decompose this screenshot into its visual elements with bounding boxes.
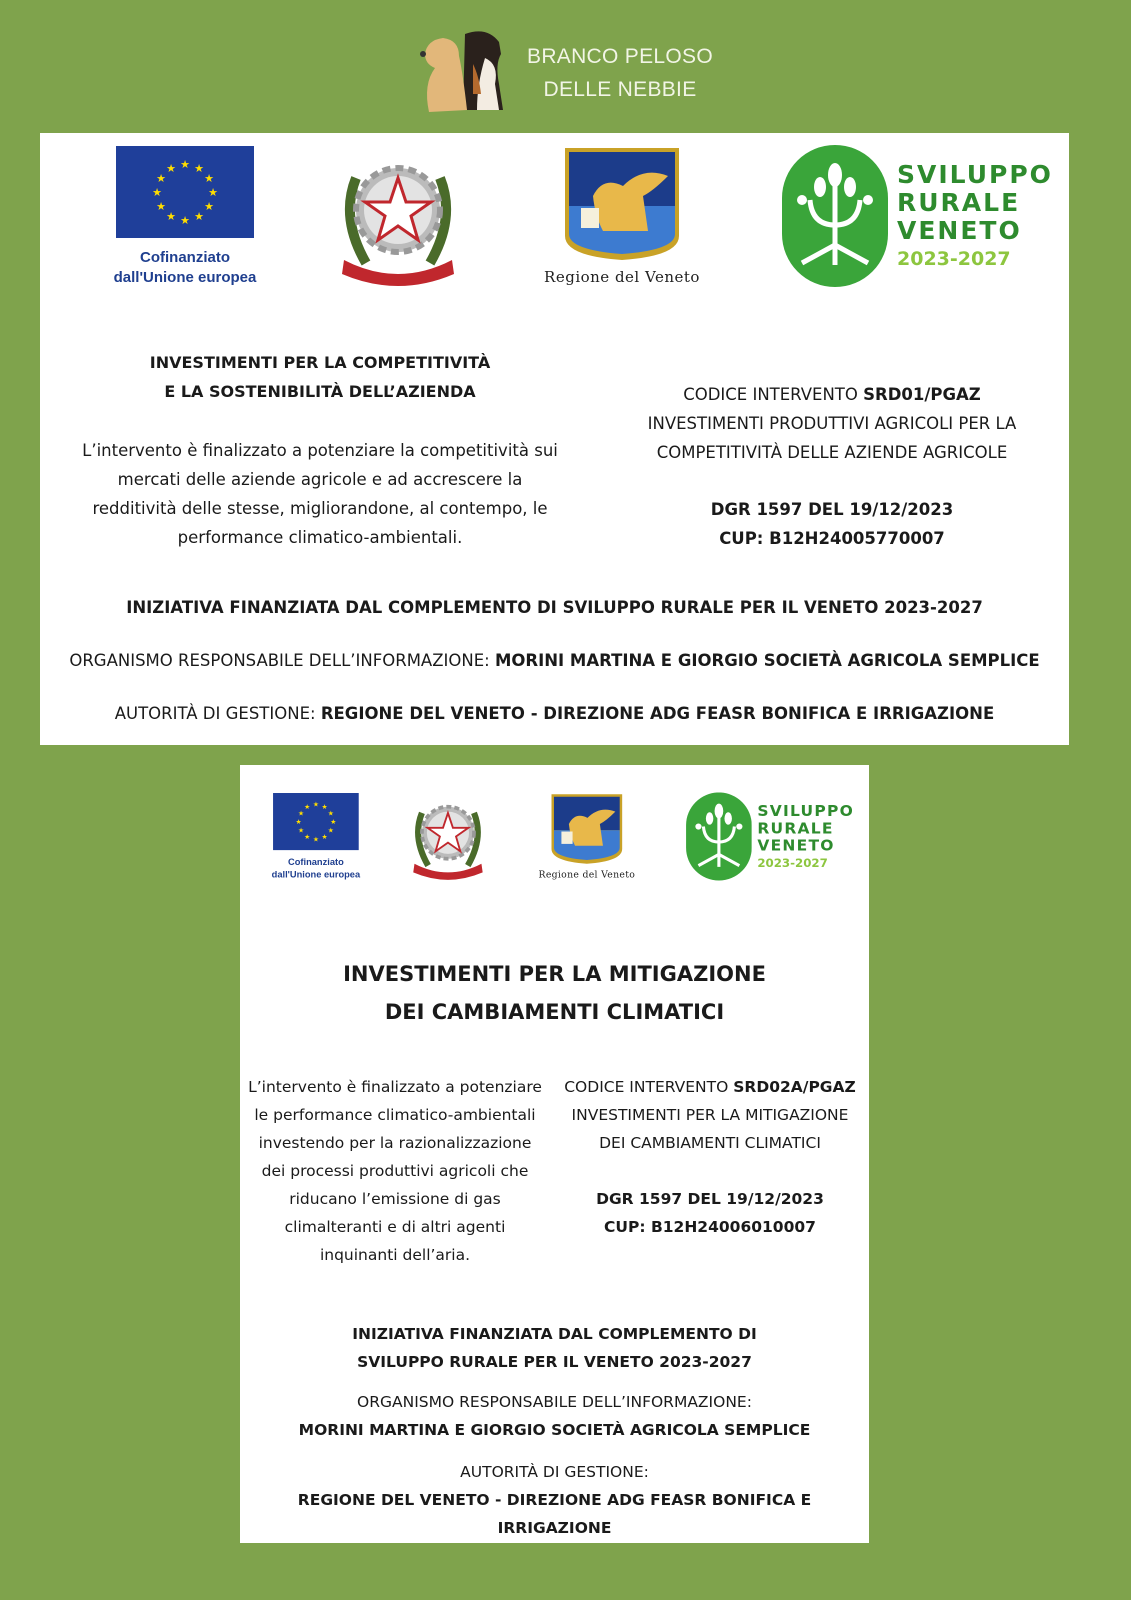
desc-line: mercati delle aziende agricole e ad accrescere la xyxy=(117,470,523,489)
svg-text:★: ★ xyxy=(327,809,334,818)
org-value: MORINI MARTINA E GIORGIO SOCIETÀ AGRICOLA SEMPLICE xyxy=(494,651,1040,670)
description xyxy=(240,1073,550,1269)
eu-caption-line-1: Cofinanziato xyxy=(140,249,230,266)
svg-text:★: ★ xyxy=(321,832,328,841)
description xyxy=(40,436,600,552)
heading-line-2: E LA SOSTENIBILITÀ DELL’AZIENDA xyxy=(164,382,476,401)
srv-line-2: RURALE xyxy=(897,188,1021,217)
org-label: ORGANISMO RESPONSABILE DELL’INFORMAZIONE: xyxy=(357,1393,752,1411)
desc-line: climalteranti e di altri agenti xyxy=(284,1218,506,1236)
code-desc-line: COMPETITIVITÀ DELLE AZIENDE AGRICOLE xyxy=(656,443,1008,462)
svg-text:★: ★ xyxy=(297,809,305,818)
veneto-caption: Regione del Veneto xyxy=(544,268,700,286)
svg-text:★: ★ xyxy=(295,818,302,827)
srv-line-1: SVILUPPO xyxy=(897,160,1053,189)
code-label: CODICE INTERVENTO xyxy=(683,385,864,404)
desc-line: L’intervento è finalizzato a potenziare xyxy=(248,1078,542,1096)
desc-line: investendo per la razionalizzazione xyxy=(258,1134,532,1152)
dogs-logo-icon xyxy=(415,24,515,116)
svg-text:★: ★ xyxy=(166,162,176,175)
eu-caption-line-2: dall'Unione europea xyxy=(113,269,257,286)
initiative: INIZIATIVA FINANZIATA DAL COMPLEMENTO DI SVILUPPO RURALE PER IL VENETO 2023-2027 xyxy=(126,598,983,617)
svg-text:★: ★ xyxy=(166,210,176,223)
poster-mitigazione xyxy=(240,765,869,1543)
veneto-caption: Regione del Veneto xyxy=(538,868,636,880)
svg-text:★: ★ xyxy=(156,200,166,213)
svg-text:★: ★ xyxy=(304,832,311,841)
svg-text:★: ★ xyxy=(208,186,218,199)
auth-label: AUTORITÀ DI GESTIONE: xyxy=(114,704,321,723)
svg-text:★: ★ xyxy=(327,826,334,835)
svg-text:★: ★ xyxy=(180,158,190,171)
initiative xyxy=(240,1320,869,1376)
brand-logo xyxy=(415,20,715,120)
desc-line: inquinanti dell’aria. xyxy=(319,1246,471,1264)
sviluppo-rurale-tree-icon xyxy=(782,145,888,287)
code-desc-line: INVESTIMENTI PER LA MITIGAZIONE xyxy=(571,1106,849,1124)
heading-line-1: INVESTIMENTI PER LA COMPETITIVITÀ xyxy=(149,353,491,372)
brand-line-1: BRANCO PELOSO xyxy=(527,45,713,68)
title xyxy=(240,955,869,1031)
code-value: SRD02A/PGAZ xyxy=(733,1078,856,1096)
code-block xyxy=(550,1073,870,1241)
svg-text:★: ★ xyxy=(156,172,166,185)
auth-line xyxy=(40,699,1069,728)
eu-caption-line-1: Cofinanziato xyxy=(288,856,344,868)
org-block xyxy=(240,1388,869,1444)
dgr: DGR 1597 DEL 19/12/2023 xyxy=(596,1190,824,1208)
italian-republic-emblem-icon xyxy=(410,794,487,881)
code-label: CODICE INTERVENTO xyxy=(564,1078,734,1096)
veneto-lion-crest-icon xyxy=(563,146,681,261)
srv-line-3: VENETO xyxy=(897,216,1022,245)
logo-row xyxy=(226,785,865,887)
org-label: ORGANISMO RESPONSABILE DELL’INFORMAZIONE: xyxy=(69,651,495,670)
desc-line: dei processi produttivi agricoli che xyxy=(261,1162,529,1180)
initiative-line-2: SVILUPPO RURALE PER IL VENETO 2023-2027 xyxy=(357,1353,752,1371)
auth-label: AUTORITÀ DI GESTIONE: xyxy=(460,1463,649,1481)
eu-flag-icon xyxy=(273,793,359,850)
initiative-line-1: INIZIATIVA FINANZIATA DAL COMPLEMENTO DI xyxy=(352,1325,757,1343)
code-line xyxy=(550,1073,870,1101)
logo-row xyxy=(40,133,1070,298)
desc-line: L’intervento è finalizzato a potenziare la competitività sui xyxy=(82,441,558,460)
svg-text:★: ★ xyxy=(194,210,204,223)
svg-text:★: ★ xyxy=(304,803,311,812)
org-value: MORINI MARTINA E GIORGIO SOCIETÀ AGRICOLA SEMPLICE xyxy=(298,1421,811,1439)
auth-block xyxy=(240,1458,869,1542)
srv-line-1: SVILUPPO xyxy=(757,801,855,820)
title-line-1: INVESTIMENTI PER LA MITIGAZIONE xyxy=(343,962,766,986)
svg-text:★: ★ xyxy=(194,162,204,175)
eu-caption-line-2: dall'Unione europea xyxy=(271,869,361,880)
code-desc-line: DEI CAMBIAMENTI CLIMATICI xyxy=(599,1134,821,1152)
srv-year: 2023-2027 xyxy=(757,856,828,870)
svg-text:★: ★ xyxy=(321,803,328,812)
svg-text:★: ★ xyxy=(297,826,305,835)
org-line xyxy=(40,646,1069,675)
italian-republic-emblem-icon xyxy=(336,148,460,288)
desc-line: performance climatico-ambientali. xyxy=(177,528,463,547)
svg-text:★: ★ xyxy=(312,800,319,809)
desc-line: riducano l’emissione di gas xyxy=(289,1190,501,1208)
svg-text:★: ★ xyxy=(330,818,337,827)
desc-line: le performance climatico-ambientali xyxy=(254,1106,536,1124)
svg-text:★: ★ xyxy=(180,214,190,227)
desc-line: redditività delle stesse, migliorandone, al contempo, le xyxy=(92,499,548,518)
eu-flag-icon xyxy=(116,146,254,238)
srv-line-3: VENETO xyxy=(757,836,835,855)
code-value: SRD01/PGAZ xyxy=(863,385,981,404)
svg-text:★: ★ xyxy=(312,835,319,844)
code-line xyxy=(592,380,1072,409)
srv-year: 2023-2027 xyxy=(897,248,1011,270)
svg-text:★: ★ xyxy=(204,172,214,185)
code-desc-line: INVESTIMENTI PRODUTTIVI AGRICOLI PER LA xyxy=(647,414,1017,433)
heading xyxy=(80,348,560,406)
svg-text:★: ★ xyxy=(204,200,214,213)
dgr: DGR 1597 DEL 19/12/2023 xyxy=(710,500,954,519)
sviluppo-rurale-tree-icon xyxy=(686,792,752,880)
cup: CUP: B12H24006010007 xyxy=(604,1218,816,1236)
auth-value: REGIONE DEL VENETO - DIREZIONE ADG FEASR BONIFICA E IRRIGAZIONE xyxy=(297,1491,812,1537)
poster-competitivita xyxy=(40,133,1069,745)
auth-value: REGIONE DEL VENETO - DIREZIONE ADG FEASR BONIFICA E IRRIGAZIONE xyxy=(320,704,995,723)
srv-line-2: RURALE xyxy=(757,819,834,838)
title-line-2: DEI CAMBIAMENTI CLIMATICI xyxy=(384,1000,725,1024)
veneto-lion-crest-icon xyxy=(550,793,623,864)
cup: CUP: B12H24005770007 xyxy=(719,529,945,548)
brand-line-2: DELLE NEBBIE xyxy=(543,78,697,101)
code-block xyxy=(592,380,1072,553)
svg-text:★: ★ xyxy=(152,186,162,199)
